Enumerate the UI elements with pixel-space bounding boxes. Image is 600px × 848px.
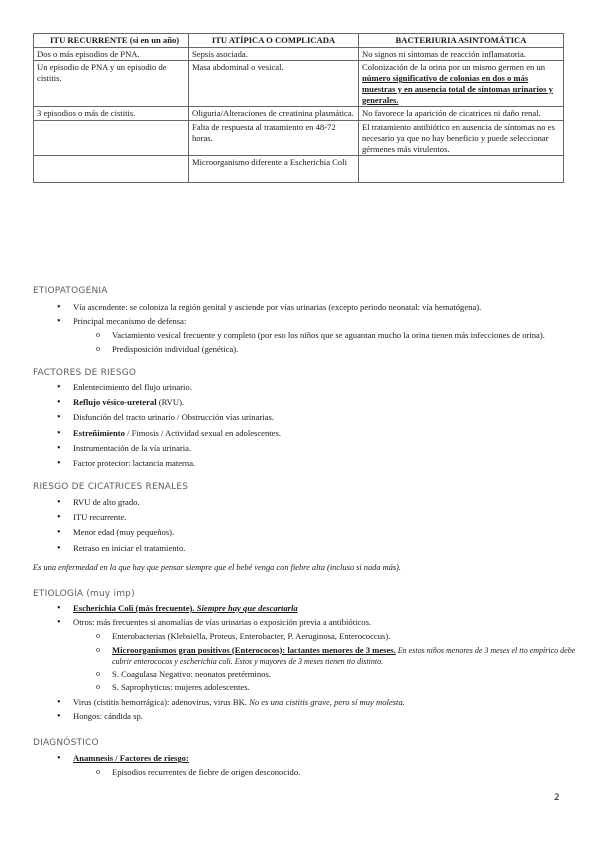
table-cell — [34, 121, 189, 156]
diagnostico-list — [33, 753, 580, 778]
table-cell: No favorece la aparición de cicatrices ni daño renal. — [359, 107, 564, 121]
table-cell: 3 episodios o más de cistitis. — [34, 107, 189, 121]
heading-etiopatogenia: ETIOPATOGENIA — [33, 286, 108, 296]
header-asintomatica: BACTERIURIA ASINTOMÁTICA — [359, 34, 564, 48]
list-item — [33, 458, 580, 469]
item-text: (RVU). — [156, 397, 185, 408]
virus-note: No es una cistitis grave, pero sí muy molesta. — [246, 696, 405, 707]
header-recurrente: ITU RECURRENTE (si en un año) — [34, 34, 189, 48]
virus-text: Virus (cistitis hemorrágica): adenovirus, virus BK. — [73, 696, 247, 707]
list-item — [33, 412, 580, 423]
gram-bold: Microorganismos gran positivos (Enterococos): lactantes menores de 3 meses. — [112, 644, 396, 655]
list-item: • Principal mecanismo de defensa: — [33, 316, 580, 327]
heading-etiologia: ETIOLOGÍA (muy imp) — [33, 589, 135, 599]
item-text: Disfunción del tracto urinario / Obstrucción vías urinarias. — [73, 412, 274, 423]
list-item — [33, 397, 580, 408]
table-row — [34, 47, 564, 61]
item-bold: Estreñimiento — [73, 427, 125, 438]
item-text: Factor protector: lactancia materna. — [73, 457, 196, 468]
list-item — [33, 753, 580, 764]
list-subitem: o Enterobacterias (Klebsiella, Proteus, Enterobacter, P. Aeruginosa, Enterococcus). — [33, 631, 580, 642]
table-row — [34, 107, 564, 121]
table-cell — [359, 156, 564, 183]
etiopatogenia-list — [33, 302, 580, 355]
table-cell: Masa abdominal o vesical. — [189, 61, 359, 107]
fiebre-note: Es una enfermedad en la que hay que pensar siempre que el bebé venga con fiebre alta (incluso si nada más). — [33, 563, 402, 572]
table-cell: El tratamiento antibiótico en ausencia de síntomas no es necesario ya que no hay beneficio y puede seleccionar gérmenes más virulentos. — [359, 121, 564, 156]
colonizacion-text: Colonización de la orina por un mismo germen en un — [362, 62, 546, 73]
list-item — [33, 697, 580, 708]
header-atipica: ITU ATÍPICA O COMPLICADA — [189, 34, 359, 48]
table-row — [34, 156, 564, 183]
list-item: • Retraso en iniciar el tratamiento. — [33, 543, 580, 554]
table-row — [34, 61, 564, 107]
page-number: 2 — [554, 793, 560, 803]
gram-note: En estos niños menores de 3 meses el tto empírico debe cubrir enterococos y escherichia coli. Estos y mayores de 3 meses tienen tto distinto. — [112, 645, 576, 666]
ecoli-bold: Escherichia Coli (más frecuente). — [73, 603, 195, 613]
table-cell: Microorganismo diferente a Escherichia Coli — [189, 156, 359, 183]
item-text: Instrumentación de la vía urinaria. — [73, 442, 192, 453]
colonizacion-bold: número significativo de colonias en dos o más muestras y en ausencia total de síntomas urinarios y generales. — [362, 73, 553, 105]
cicatrices-list — [33, 497, 580, 554]
table-cell-colonizacion — [359, 61, 564, 107]
table-row — [34, 121, 564, 156]
list-item: • ITU recurrente. — [33, 512, 580, 523]
list-item — [33, 428, 580, 439]
ecoli-italic: Siempre hay que descartarla — [194, 603, 298, 613]
table-cell: Un episodio de PNA y un episodio de cistitis. — [34, 61, 189, 107]
etiologia-list — [33, 603, 580, 722]
table-cell: Sepsis asociada. — [189, 47, 359, 61]
list-item — [33, 443, 580, 454]
list-item: • Otros: más frecuentes si anomalías de vías urinarias o exposición previa a antibióticos. — [33, 617, 580, 628]
item-text: Enlentecimiento del flujo urinario. — [73, 382, 192, 392]
table-cell: Falta de respuesta al tratamiento en 48-72 horas. — [189, 121, 359, 156]
list-subitem: o S. Saprophyticus: mujeres adolescentes. — [33, 682, 580, 693]
list-subitem: o Episodios recurrentes de fiebre de origen desconocido. — [33, 767, 580, 778]
table-cell: No signos ni síntomas de reacción inflamatoria. — [359, 47, 564, 61]
table-cell: Dos o más episodios de PNA. — [34, 47, 189, 61]
itu-classification-table — [33, 33, 564, 183]
heading-riesgo-cicatrices: RIESGO DE CICATRICES RENALES — [33, 482, 189, 492]
list-item — [33, 382, 580, 393]
table-cell: Oliguria/Alteraciones de creatinina plasmática. — [189, 107, 359, 121]
list-item: • Menor edad (muy pequeños). — [33, 527, 580, 538]
anamnesis-label: Anamnesis / Factores de riesgo: — [73, 753, 189, 763]
table-cell — [34, 156, 189, 183]
list-item — [33, 603, 580, 614]
heading-diagnostico: DIAGNÓSTICO — [33, 738, 99, 748]
item-bold: Reflujo vésico-ureteral — [73, 397, 157, 408]
list-item: • Vía ascendente: se coloniza la región genital y asciende por vías urinarias (excepto periodo neonatal: vía hematógena). — [33, 302, 580, 313]
list-subitem: o S. Coagulasa Negativo: neonatos pretérminos. — [33, 669, 580, 680]
heading-factores-riesgo: FACTORES DE RIESGO — [33, 368, 137, 378]
list-item: • RVU de alto grado. — [33, 497, 580, 508]
list-subitem: o Predisposición individual (genética). — [33, 344, 580, 355]
list-subitem: o Vaciamiento vesical frecuente y completo (por eso los niños que se aguantan mucho la orina tienen más infecciones de orina). — [33, 330, 580, 341]
factores-list — [33, 382, 580, 469]
item-text: / Fimosis / Actividad sexual en adolescentes. — [124, 427, 281, 438]
list-subitem — [33, 645, 580, 668]
list-item: • Hongos: cándida sp. — [33, 711, 580, 722]
table-header-row — [34, 34, 564, 48]
